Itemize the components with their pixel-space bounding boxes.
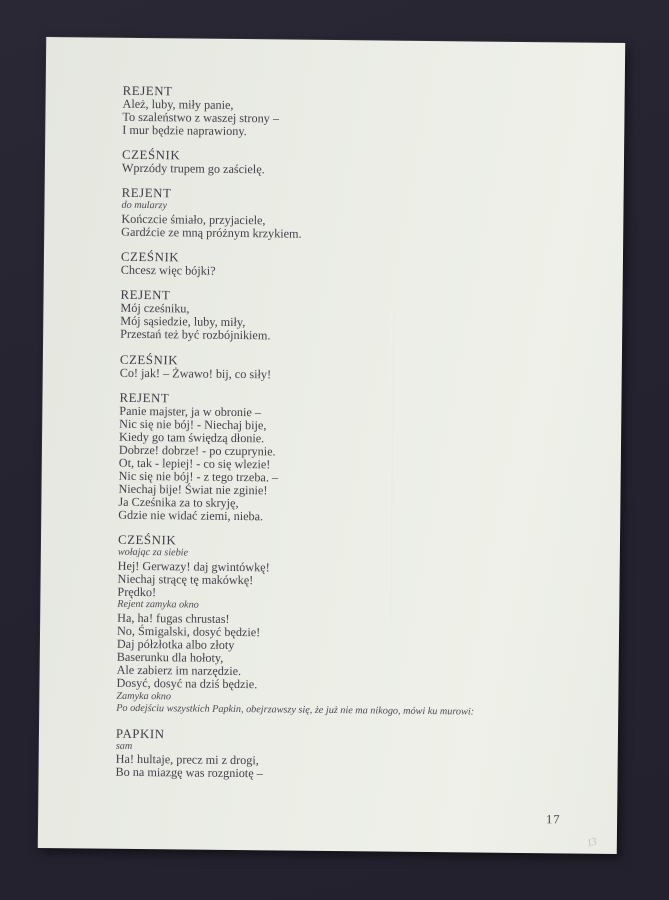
verse-line: Baserunku dla hołoty, <box>116 649 224 666</box>
scanned-page <box>38 37 625 854</box>
stage-direction: Po odejściu wszystkich Papkin, obejrzawszy się, że już nie ma nikogo, mówi ku murowi: <box>116 702 475 718</box>
verse-line: Daj półzłotka albo złoty <box>116 636 235 653</box>
handwritten-pencil-mark: 13 <box>585 835 598 850</box>
speaker-name: REJENT <box>119 390 170 405</box>
verse-line: Panie majster, ja w obronie – <box>119 403 262 419</box>
verse-line: Kończcie śmiało, przyjaciele, <box>121 211 266 228</box>
verse-line: Dosyć, dosyć na dziś będzie. <box>116 676 258 692</box>
verse-line: To szaleństwo z waszej strony – <box>122 109 280 126</box>
verse-line: Wprzódy trupem go zaścielę. <box>121 161 265 177</box>
verse-line: Gardźcie ze mną próżnym krzykiem. <box>121 224 302 241</box>
verse-line: Mój sąsiedzie, luby, miły, <box>120 314 246 330</box>
stage-direction: sam <box>115 740 133 752</box>
stage-direction: wołając za siebie <box>117 547 189 559</box>
verse-line: Hej! Gerwazy! daj gwintówkę! <box>117 558 270 575</box>
verse-line: Nic się nie bój! - Niechaj bije, <box>119 416 267 433</box>
dialogue-block <box>120 353 550 384</box>
dialogue-block <box>121 251 551 282</box>
dialogue-block <box>122 149 552 180</box>
stage-direction: Zamyka okno <box>116 690 172 702</box>
dialogue-block <box>115 727 546 783</box>
dialogue-block <box>118 391 549 526</box>
verse-line: Ależ, luby, miły panie, <box>122 96 234 112</box>
verse-line: Ha, ha! fugas chrustas! <box>117 610 230 626</box>
speaker-name: REJENT <box>120 288 171 303</box>
speaker-name: REJENT <box>122 83 173 99</box>
dialogue-block <box>116 534 548 720</box>
verse-line: Ha! hultaje, precz mi z drogi, <box>115 752 259 768</box>
page-number: 17 <box>546 812 561 827</box>
dialogue-block <box>121 187 552 243</box>
verse-line: Niechaj bije! Świat nie zginie! <box>118 481 268 498</box>
verse-line: Gdzie nie widać ziemi, nieba. <box>118 508 264 524</box>
verse-line: Ale zabierz im narzędzie. <box>116 663 242 679</box>
play-text <box>115 85 552 784</box>
speaker-name: CZEŚNIK <box>117 533 177 548</box>
verse-line: Ja Cześnika za to skryję, <box>118 495 239 511</box>
stage-direction: do mularzy <box>121 200 168 212</box>
verse-line: Kiedy go tam świędzą dłonie. <box>119 429 265 446</box>
verse-line: Dobrze! dobrze! - po czuprynie. <box>118 442 276 459</box>
dialogue-block <box>120 289 551 346</box>
speaker-name: CZEŚNIK <box>119 352 179 367</box>
speaker-name: CZEŚNIK <box>121 148 181 163</box>
verse-line: I mur będzie naprawiony. <box>122 122 247 139</box>
speaker-name: REJENT <box>121 186 172 201</box>
stage-direction: Rejent zamyka okno <box>117 599 199 611</box>
verse-line: Przestań też być rozbójnikiem. <box>120 327 271 343</box>
verse-line: No, Śmigalski, dosyć będzie! <box>116 623 261 640</box>
verse-line: Nic się nie bój! - z tego trzeba. – <box>118 468 279 485</box>
verse-line: Niechaj strącę tę makówkę! <box>117 571 254 588</box>
verse-line: Mój cześniku, <box>120 301 190 316</box>
verse-line: Bo na miazgę was rozgniotę – <box>115 765 263 781</box>
verse-line: Co! jak! – Żwawo! bij, co siły! <box>119 365 272 381</box>
verse-line: Chcesz więc bójki? <box>120 262 216 278</box>
dialogue-block <box>122 85 553 142</box>
speaker-name: CZEŚNIK <box>120 249 180 265</box>
verse-line: Prędko! <box>117 585 157 600</box>
speaker-name: PAPKIN <box>115 726 165 741</box>
verse-line: Ot, tak - lepiej! - co się wlezie! <box>118 455 271 472</box>
